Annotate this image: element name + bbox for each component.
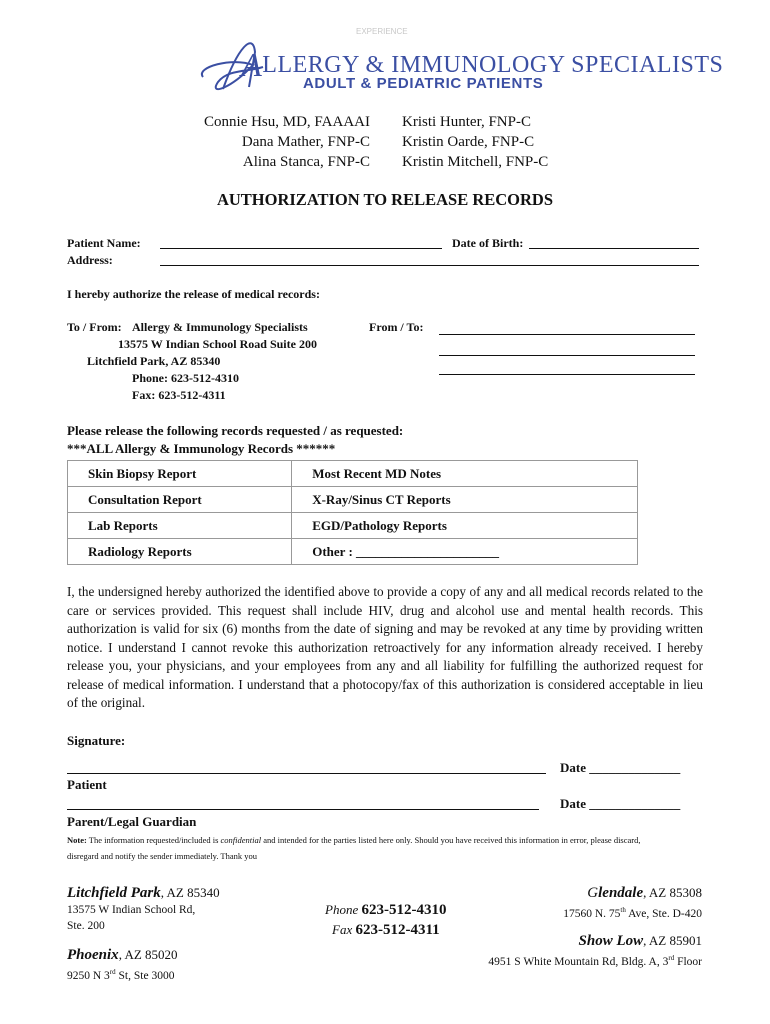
note-post: and intended for the parties listed here only. Should you have received this information in error, please discard, disregard and notify the sender immediately. Thank you [67,835,641,861]
from-to-field-2[interactable] [439,355,695,356]
to-from-org: Allergy & Immunology Specialists [132,320,308,334]
provider: Kristin Oarde, FNP-C [402,134,535,150]
record-option[interactable]: Most Recent MD Notes [292,461,638,487]
glendale-place: lendale [598,885,644,901]
phoenix-line1: 9250 N 3rd St, Ste 3000 [67,968,175,982]
fax-number: 623-512-4311 [355,922,440,938]
dob-label: Date of Birth: [452,236,524,250]
phoenix-place: Phoenix [67,947,119,963]
records-table [67,460,638,565]
request-heading: Please release the following records requested / as requested: [67,423,404,438]
note-pre: The information requested/included is [86,835,221,845]
to-from-fax: Fax: 623-512-4311 [132,388,226,402]
provider: Dana Mather, FNP-C [241,134,370,150]
footer-fax [332,922,440,939]
fax-label: Fax [332,922,353,937]
litchfield-line2: Ste. 200 [67,920,105,932]
address-label: Address: [67,253,113,267]
phone-label: Phone [325,902,359,917]
note-italic: confidential [220,835,262,845]
showlow-line1: 4951 S White Mountain Rd, Bldg. A, 3rd Floor [488,954,702,968]
footer-showlow [488,932,702,970]
logo-initial: A [241,47,263,84]
logo-title-text: LLERGY & IMMUNOLOGY SPECIALISTS [262,52,724,78]
provider: Kristin Mitchell, FNP-C [402,154,549,170]
provider: Alina Stanca, FNP-C [242,154,370,170]
logo-subtitle: ADULT & PEDIATRIC PATIENTS [303,75,544,92]
patient-label: Patient [67,777,107,792]
to-from-city: Litchfield Park, AZ 85340 [87,354,221,368]
from-to-label: From / To: [369,320,424,334]
footer-litchfield [67,884,220,934]
footer-phoenix [67,946,178,984]
to-from-street: 13575 W Indian School Road Suite 200 [118,337,317,351]
litchfield-line1: 13575 W Indian School Rd, [67,904,196,916]
glendale-state: , AZ 85308 [643,885,702,900]
record-option[interactable]: Skin Biopsy Report [68,461,292,487]
authorization-paragraph: I, the undersigned hereby authorized the identified above to provide a copy of any and all medical records related to the care or services provided. This request shall include HIV, drug and alcohol use and mental health records. This authorization is valid for six (6) months from the date of signing and may be revoked at any time by providing written notice. I understand I cannot revoke this authorization retroactively for any information already received. I hereby release you, your physicians, and your employees from any and all liability for fulfilling the authorized request for release of medical information. I understand that a photocopy/fax of this authorization is considered acceptable in lieu of the original. [67,584,703,710]
date-label-guardian[interactable]: Date ______________ [560,796,681,811]
table-row [68,539,638,565]
footer-phone [325,902,446,919]
record-option[interactable]: Lab Reports [68,513,292,539]
from-to-field-3[interactable] [439,374,695,375]
record-option[interactable]: Consultation Report [68,487,292,513]
litchfield-place: Litchfield Park [67,885,161,901]
to-from-label: To / From: [67,320,122,334]
showlow-state: , AZ 85901 [643,933,702,948]
phoenix-state: , AZ 85020 [118,947,178,962]
logo [193,27,724,107]
litchfield-state: , AZ 85340 [160,885,220,900]
patient-signature-field[interactable] [67,773,546,774]
patient-name-field[interactable] [160,248,442,249]
to-from-phone: Phone: 623-512-4310 [132,371,239,385]
guardian-label: Parent/Legal Guardian [67,814,197,829]
provider: Connie Hsu, MD, FAAAAI [204,114,370,130]
signature-label: Signature: [67,733,126,748]
date-label-patient[interactable]: Date ______________ [560,760,681,775]
from-to-field-1[interactable] [439,334,695,335]
showlow-place: Show Low [578,933,644,949]
patient-name-label: Patient Name: [67,236,141,250]
note-bold: Note: [67,835,87,845]
providers-right [402,112,548,172]
glendale-initial: G [587,885,599,901]
providers-left [204,112,370,172]
authorize-text: I hereby authorize the release of medical records: [67,287,320,301]
confidential-note [67,832,667,864]
record-option[interactable]: X-Ray/Sinus CT Reports [292,487,638,513]
logo-top-text: EXPERIENCE [356,27,408,36]
table-row [68,487,638,513]
guardian-signature-field[interactable] [67,809,539,810]
address-field[interactable] [160,265,699,266]
record-option[interactable]: Radiology Reports [68,539,292,565]
table-row [68,513,638,539]
dob-field[interactable] [529,248,699,249]
footer-glendale [563,884,702,922]
phone-number: 623-512-4310 [361,902,447,918]
all-records-text: ***ALL Allergy & Immunology Records ****** [67,441,336,456]
record-option[interactable]: EGD/Pathology Reports [292,513,638,539]
page-title: AUTHORIZATION TO RELEASE RECORDS [216,190,554,209]
table-row [68,461,638,487]
record-option[interactable]: Other : ______________________ [292,539,638,565]
glendale-line1: 17560 N. 75th Ave, Ste. D-420 [563,906,702,920]
provider: Kristi Hunter, FNP-C [402,114,531,130]
